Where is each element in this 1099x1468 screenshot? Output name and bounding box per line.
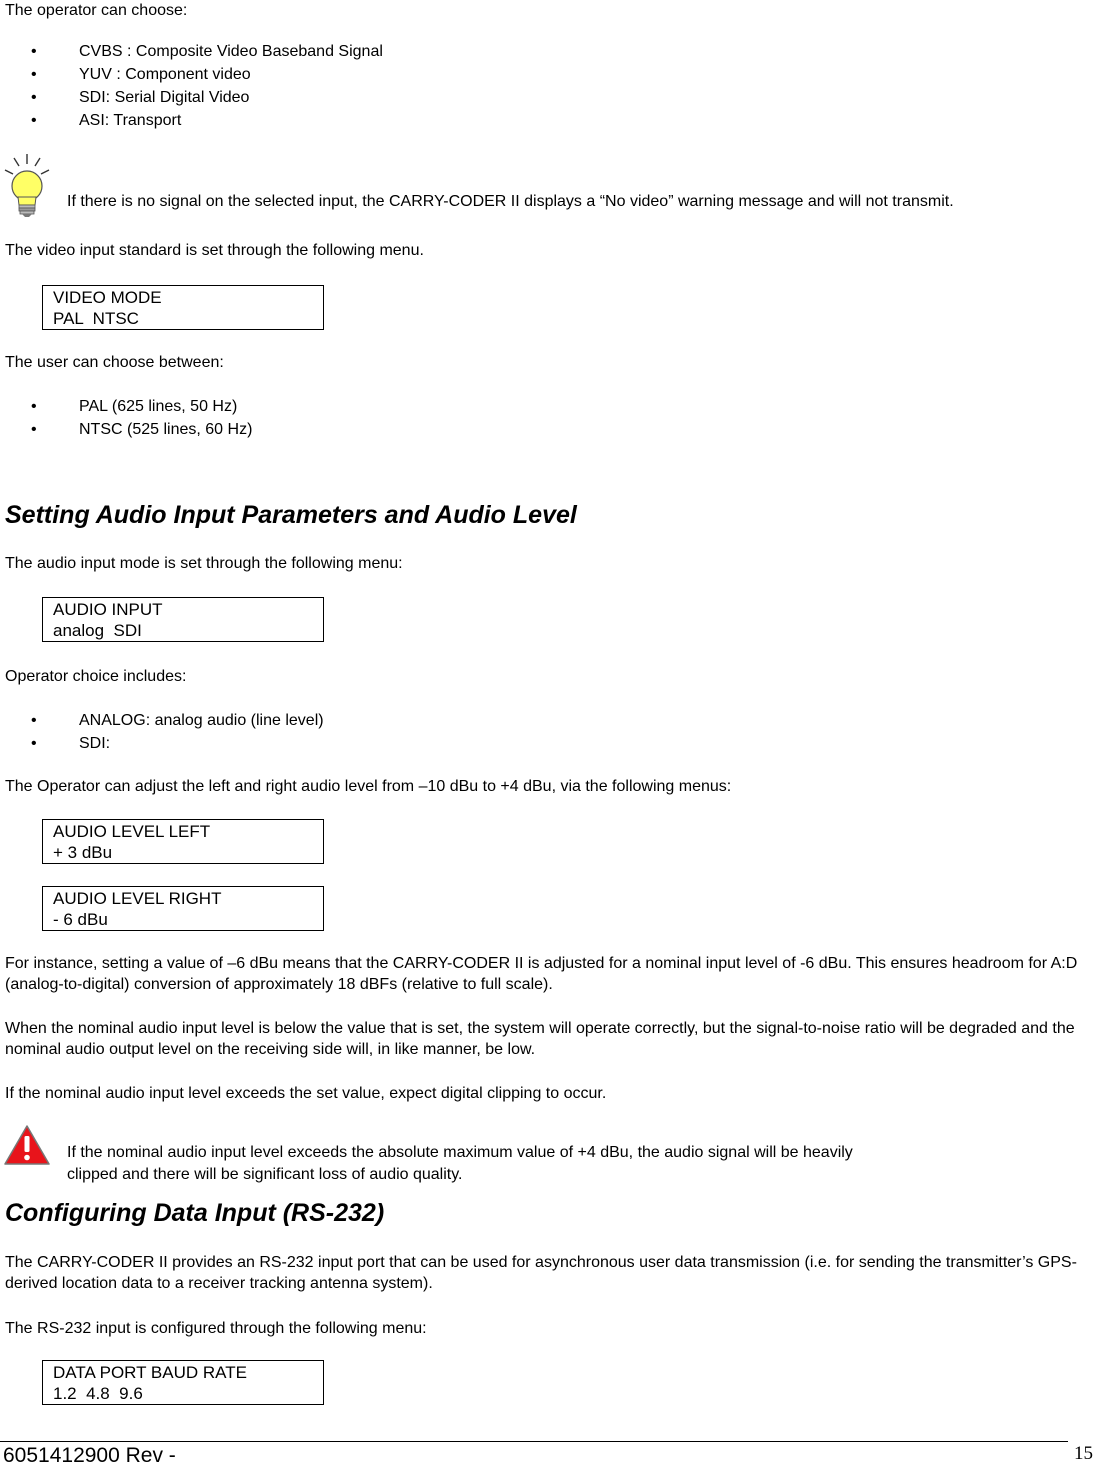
menu-options: 1.2 4.8 9.6: [53, 1384, 143, 1403]
list-item: • NTSC (525 lines, 60 Hz): [0, 418, 252, 441]
video-source-intro: The operator can choose:: [5, 2, 188, 19]
video-source-list: [0, 40, 383, 132]
menu-title: VIDEO MODE: [53, 288, 162, 307]
footer-doc-number: 6051412900 Rev -: [3, 1444, 176, 1467]
no-video-note: If there is no signal on the selected input, the CARRY-CODER II displays a “No video” warning message and will not transmit.: [67, 193, 954, 210]
video-mode-list: [0, 395, 252, 441]
list-item: • CVBS : Composite Video Baseband Signal: [0, 40, 383, 63]
audio-warning-line2: clipped and there will be significant loss of audio quality.: [67, 1166, 463, 1183]
data-para-menu-intro: The RS-232 input is configured through the following menu:: [5, 1320, 427, 1337]
data-para-rs232: The CARRY-CODER II provides an RS-232 input port that can be used for asynchronous user data transmission (i.e. for sending the transmitter’s GPS-derived location data to a receiver tracking antenna system).: [5, 1254, 1077, 1292]
audio-level-left-menu: [42, 819, 324, 864]
footer-divider: [0, 1441, 1068, 1442]
audio-level-right-menu: [42, 886, 324, 931]
list-item: • SDI: Serial Digital Video: [0, 86, 383, 109]
footer-page-number: 15: [1074, 1443, 1093, 1464]
data-port-baud-menu: [42, 1360, 324, 1405]
warning-icon: [3, 1124, 51, 1166]
menu-title: DATA PORT BAUD RATE: [53, 1363, 247, 1382]
menu-options: PAL NTSC: [53, 309, 139, 328]
audio-para-headroom: For instance, setting a value of –6 dBu means that the CARRY-CODER II is adjusted for a nominal input level of -6 dBu. This ensures headroom for A:D (analog-to-digital) conversion of approximately 18 dBFs (relative to full scale).: [5, 955, 1078, 993]
audio-level-intro: The Operator can adjust the left and right audio level from –10 dBu to +4 dBu, via the following menus:: [5, 778, 732, 795]
menu-value: - 6 dBu: [53, 910, 108, 929]
audio-para-clipping: If the nominal audio input level exceeds the set value, expect digital clipping to occur.: [5, 1085, 607, 1102]
audio-choice-intro: Operator choice includes:: [5, 668, 187, 685]
video-mode-menu: [42, 285, 324, 330]
menu-title: AUDIO LEVEL LEFT: [53, 822, 211, 841]
audio-para-below-level: When the nominal audio input level is below the value that is set, the system will operate correctly, but the signal-to-noise ratio will be degraded and the nominal audio output level on the receiving side will, in like manner, be low.: [5, 1020, 1075, 1058]
audio-choice-list: [0, 709, 324, 755]
menu-title: AUDIO INPUT: [53, 600, 163, 619]
list-item: • ANALOG: analog audio (line level): [0, 709, 324, 732]
audio-input-menu: [42, 597, 324, 642]
audio-mode-intro: The audio input mode is set through the following menu:: [5, 555, 403, 572]
video-standard-intro: The video input standard is set through the following menu.: [5, 242, 424, 259]
menu-options: analog SDI: [53, 621, 142, 640]
audio-warning-line1: If the nominal audio input level exceeds the absolute maximum value of +4 dBu, the audio signal will be heavily: [67, 1144, 853, 1161]
list-item: • SDI:: [0, 732, 324, 755]
menu-value: + 3 dBu: [53, 843, 113, 862]
video-mode-intro: The user can choose between:: [5, 354, 224, 371]
list-item: • YUV : Component video: [0, 63, 383, 86]
menu-title: AUDIO LEVEL RIGHT: [53, 889, 222, 908]
audio-section-heading: Setting Audio Input Parameters and Audio Level: [5, 501, 577, 529]
list-item: • ASI: Transport: [0, 109, 383, 132]
lightbulb-icon: [2, 152, 52, 220]
list-item: • PAL (625 lines, 50 Hz): [0, 395, 252, 418]
data-section-heading: Configuring Data Input (RS-232): [5, 1199, 385, 1227]
